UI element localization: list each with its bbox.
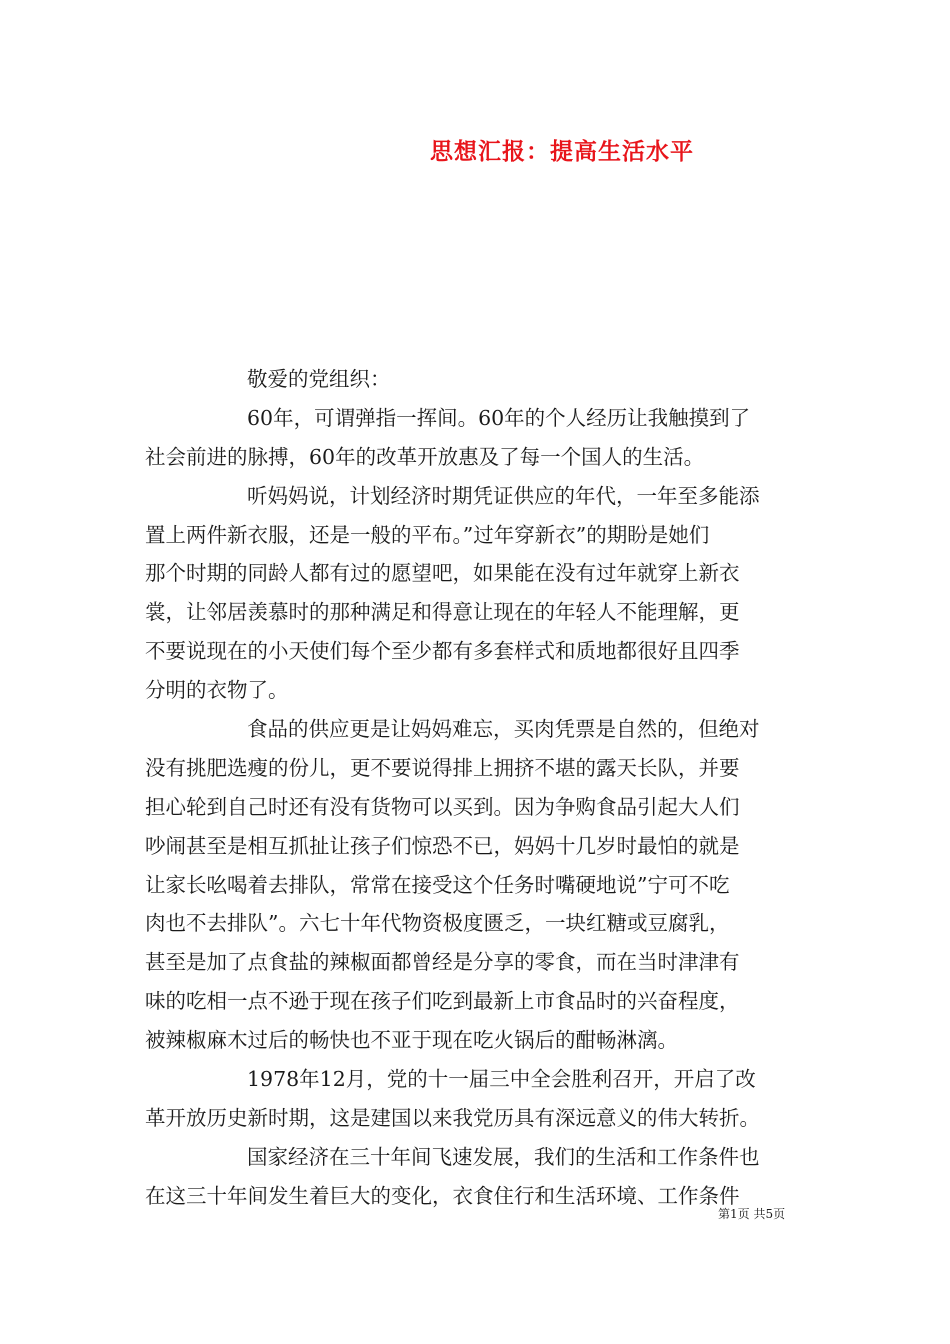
document-body: [145, 360, 807, 1216]
text-line: 食品的供应更是让妈妈难忘，买肉凭票是自然的，但绝对: [247, 717, 760, 742]
text-line: 让家长吆喝着去排队，常常在接受这个任务时嘴硬地说”宁可不吃: [145, 872, 730, 897]
page-number-footer: 第1页 共5页: [718, 1207, 786, 1221]
document-title: 思想汇报：提高生活水平: [430, 138, 694, 165]
text-line: 不要说现在的小天使们每个至少都有多套样式和质地都很好且四季: [145, 639, 740, 664]
text-line: 置上两件新衣服，还是一般的平布。”过年穿新衣”的期盼是她们: [145, 522, 710, 547]
text-line: 1978年12月，党的十一届三中全会胜利召开，开启了改: [247, 1067, 756, 1092]
text-line: 肉也不去排队”。六七十年代物资极度匮乏，一块红糖或豆腐乳，: [145, 911, 730, 936]
text-line: 味的吃相一点不逊于现在孩子们吃到最新上市食品时的兴奋程度，: [145, 989, 740, 1014]
text-line: 60年，可谓弹指一挥间。60年的个人经历让我触摸到了: [247, 405, 751, 430]
text-line: 担心轮到自己时还有没有货物可以买到。因为争购食品引起大人们: [145, 794, 740, 819]
greeting-line: 敬爱的党组织：: [247, 367, 391, 391]
text-line: 没有挑肥选瘦的份儿，更不要说得排上拥挤不堪的露天长队，并要: [145, 755, 740, 780]
text-line: 国家经济在三十年间飞速发展，我们的生活和工作条件也: [247, 1144, 760, 1169]
text-line: 分明的衣物了。: [145, 678, 289, 703]
text-line: 吵闹甚至是相互抓扯让孩子们惊恐不已，妈妈十几岁时最怕的就是: [145, 833, 740, 858]
text-line: 革开放历史新时期，这是建国以来我党历具有深远意义的伟大转折。: [145, 1105, 760, 1130]
text-line: 社会前进的脉搏，60年的改革开放惠及了每一个国人的生活。: [145, 444, 705, 469]
text-line: 在这三十年间发生着巨大的变化，衣食住行和生活环境、工作条件: [145, 1183, 740, 1208]
text-line: 那个时期的同龄人都有过的愿望吧，如果能在没有过年就穿上新衣: [145, 561, 740, 586]
text-line: 被辣椒麻木过后的畅快也不亚于现在吃火锅后的酣畅淋漓。: [145, 1028, 678, 1053]
text-line: 裳，让邻居羡慕时的那种满足和得意让现在的年轻人不能理解，更: [145, 600, 740, 625]
text-line: 听妈妈说，计划经济时期凭证供应的年代，一年至多能添: [247, 483, 760, 508]
text-line: 甚至是加了点食盐的辣椒面都曾经是分享的零食，而在当时津津有: [145, 950, 740, 975]
